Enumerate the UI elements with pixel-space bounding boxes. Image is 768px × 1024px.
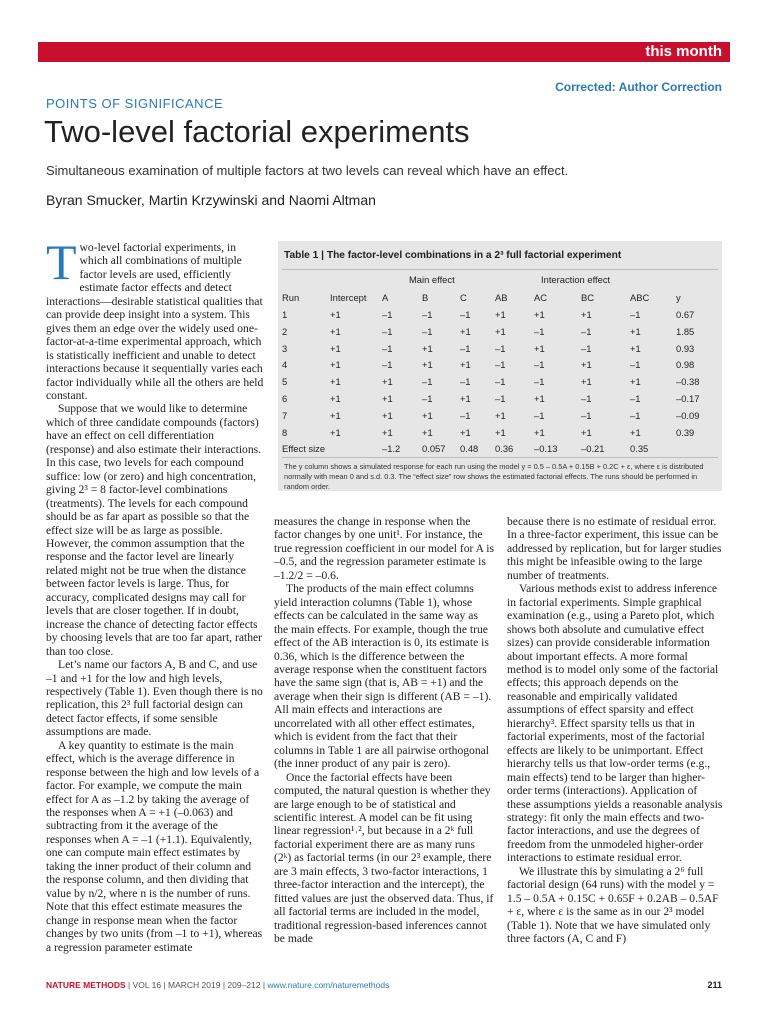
paragraph: Let’s name our factors A, B and C, and use –1 and +1 for the low and high levels, respectively (Table 1). Even though there is no replication, this 2³ full factorial design can detect factor effects, if some sensible assumptions are made. [46,658,263,739]
table-row [278,376,722,392]
table-cell: –1 [534,359,545,371]
table-cell: –1 [382,342,393,354]
table-cell: –1 [495,376,506,388]
table-cell: 7 [282,409,288,421]
correction-link[interactable]: Corrected: Author Correction [555,80,722,94]
paragraph: Suppose that we would like to determine which of three candidate compounds (factors) have an effect on cell differentiation (response) and also estimate their interactions. In this case, two levels for each compound suffice: low (or zero) and high concentration, giving 2³ = 8 factor-level combinations (treatments). The levels for each compound should be as far apart as possible so that the effect size will be as large as possible. However, the common assumption that the response and the factor level are linearly related might not be true when the distance between factor levels is large. Thus, for accuracy, complicated designs may call for levels that are closer together. If in doubt, increase the chance of detecting factor effects by choosing levels that are too far apart, rather than too close. [46,402,263,658]
section-label: this month [645,43,722,60]
table-cell: +1 [630,376,641,388]
table-cell: +1 [460,426,471,438]
body-column-2 [274,515,494,946]
table-cell: +1 [534,309,545,320]
table-cell: –1 [422,376,433,388]
article-standfirst: Simultaneous examination of multiple factors at two levels can reveal which have an effect. [46,163,569,178]
table-cell: Effect size [282,443,326,455]
table-cell: –1 [630,393,641,404]
paragraph: A key quantity to estimate is the main effect, which is the average difference in response between the high and low levels of a factor. For example, we compute the main effect for A as –1.2 by taking the average of the responses when A = +1 (–0.063) and subtracting from it the average of the responses when A = –1 (+1.1). Equivalently, one can compute main effect estimates by taking the inner product of their column and the response column, and then dividing that value by n/2, where n is the number of runs. Note that this effect estimate measures the change in response mean when the factor changes by two units (from –1 to +1), whereas a regression parameter estimate [46,738,263,954]
table-cell: –1 [581,342,592,354]
table-cell: –1 [460,342,471,354]
table-cell: +1 [330,393,341,404]
table-cell: +1 [581,359,592,371]
column-header: BC [581,292,595,303]
table-cell: +1 [581,426,592,438]
table-cell: +1 [330,409,341,421]
table-cell: –1 [581,393,592,404]
table-label: Table 1 | [284,250,325,261]
table-cell: 6 [282,393,288,404]
table-row [278,410,722,426]
column-header: A [382,292,389,303]
table-cell: +1 [460,393,471,404]
table-cell: –0.38 [676,376,700,388]
table-cell: –1 [581,325,592,337]
paragraph: Various methods exist to address inference in factorial experiments. Simple graphical examination (e.g., using a Pareto plot, which shows both absolute and cumulative effect sizes) can provide considerable information about important effects. A more formal method is to model only some of the factorial effects; this approach depends on the reasonable and empirically validated assumptions of effect sparsity and effect hierarchy³. Effect sparsity tells us that in factorial experiments, most of the factorial effects are likely to be unimportant. Effect hierarchy tells us that low-order terms (e.g., main effects) tend to be larger than higher-order terms (interactions). Application of these assumptions yields a reasonable analysis strategy: fit only the main effects and two-factor interactions, and use the degrees of freedom from the unmodeled higher-order interactions to estimate residual error. [507,582,723,865]
table-1 [278,241,722,491]
table-cell: +1 [422,426,433,438]
paragraph: because there is no estimate of residual error. In a three-factor experiment, this issue can be addressed by replication, but for larger studies this might be infeasible owing to the large number of treatments. [507,515,722,582]
table-cell: 0.36 [495,443,514,455]
body-column-3 [507,515,723,946]
table-cell: –1 [422,325,433,337]
table-cell: +1 [581,376,592,388]
table-cell: 1 [282,309,288,320]
table-cell: 0.93 [676,342,695,354]
table-cell: –1 [460,309,471,320]
table-cell: –1 [581,409,592,421]
table-cell: +1 [630,325,641,337]
table-row [278,343,722,359]
table-cell: +1 [382,409,393,421]
table-cell: +1 [382,376,393,388]
table-cell: 0.48 [460,443,479,455]
table-cell: –1 [460,376,471,388]
table-cell: +1 [330,325,341,337]
column-header: ABC [630,292,650,303]
paragraph: Once the factorial effects have been computed, the natural question is whether they are large enough to be of statistical and scientific interest. A model can be fit using linear regression¹˒², but because in a 2ᵏ full factorial experiment there are as many runs (2ᵏ) as factorial terms (in our 2³ example, there are 3 main effects, 3 two-factor interactions, 1 three-factor interaction and the intercept), the fitted values are just the observed data. Thus, if all factorial terms are included in the model, traditional regression-based inferences cannot be made [274,770,494,946]
table-cell: 5 [282,376,288,388]
column-kicker: POINTS OF SIGNIFICANCE [46,96,224,111]
paragraph: The products of the main effect columns yield interaction columns (Table 1), whose effects can be calculated in the same way as the main effects. For example, though the true effect of the AB interaction is 0, its estimate is 0.36, which is the difference between the average response when the constituent factors have the same sign (that is, AB = +1) and the average when their sign is different (AB = –1). All main effects and interactions are uncorrelated with all other effect estimates, which is evident from the fact that their columns in Table 1 are all pairwise orthogonal (the inner product of any pair is zero). [274,582,492,771]
table-cell: –1 [534,409,545,421]
table-cell: +1 [330,426,341,438]
table-header-row [278,292,722,308]
table-cell: 4 [282,359,288,371]
table-note: The y column shows a simulated response for each run using the model y = 0.5 – 0.5A + 0.15B + 0.2C + ε, where ε is distributed normally with mean 0 and s.d. 0.3. The “effect size” row shows the estimated factorial effects. The runs should be performed in random order. [284,462,704,491]
table-row [278,326,722,342]
table-cell: –1 [495,342,506,354]
table-cell: –1 [534,376,545,388]
table-cell: –1 [382,309,393,320]
table-cell: +1 [460,325,471,337]
drop-cap: T [46,234,77,290]
table-cell: –1 [495,359,506,371]
table-cell: +1 [495,325,506,337]
table-row [278,427,722,443]
article-authors: Byran Smucker, Martin Krzywinski and Naomi Altman [46,192,376,208]
table-cell: –1 [460,409,471,421]
table-cell: –1 [382,325,393,337]
table-cell: –1 [630,409,641,421]
table-rule [282,457,718,458]
group-header-main: Main effect [409,274,455,285]
page-footer [46,980,389,990]
table-cell: –0.13 [534,443,558,455]
table-cell: +1 [495,309,506,320]
table-cell: –1.2 [382,443,401,455]
table-cell: –0.09 [676,409,700,421]
table-cell: 0.67 [676,309,695,320]
table-cell: +1 [422,359,433,371]
table-cell: –1 [630,359,641,371]
table-cell: +1 [534,342,545,354]
table-cell: +1 [382,393,393,404]
table-cell: +1 [330,342,341,354]
table-cell: –0.21 [581,443,605,455]
table-caption [284,250,621,261]
body-column-1 [46,234,264,954]
journal-name: NATURE METHODS [46,980,126,990]
table-cell: 0.98 [676,359,695,371]
table-cell: –1 [382,359,393,371]
table-cell: 8 [282,426,288,438]
table-row [278,393,722,409]
column-header: Intercept [330,292,367,303]
table-cell: +1 [382,426,393,438]
journal-url-link[interactable]: www.nature.com/naturemethods [267,980,390,990]
table-title: The factor-level combinations in a 2³ full factorial experiment [324,250,622,261]
table-cell: +1 [422,342,433,354]
table-cell: 2 [282,325,288,337]
column-header: AB [495,292,508,303]
paragraph: wo-level factorial experiments, in which all combinations of multiple factor levels are used, efficiently estimate factor effects and detect interactions—desirable statistical qualities that can provide deep insight into a system. This gives them an edge over the widely used one-factor-at-a-time experimental approach, which is statistically inefficient and unable to detect interactions because it sequentially varies each factor individually while all the others are held constant. [46,241,264,402]
table-cell: +1 [534,426,545,438]
column-header: Run [282,292,300,303]
paragraph: measures the change in response when the factor changes by one unit¹. For instance, the true regression coefficient in our model for A is –0.5, and the regression parameter estimate is –1.2/2 = –0.6. [274,515,495,582]
table-rule [282,269,718,270]
table-row [278,309,722,325]
column-header: y [676,292,681,303]
group-header-interaction: Interaction effect [541,274,611,285]
table-cell: +1 [581,309,592,320]
table-cell: +1 [495,409,506,421]
table-cell: +1 [495,426,506,438]
table-cell: +1 [630,426,641,438]
table-cell: –1 [534,325,545,337]
table-cell: –1 [630,309,641,320]
table-cell: +1 [460,359,471,371]
page-number: 211 [707,980,722,990]
table-cell: –0.17 [676,393,700,404]
table-cell: +1 [422,409,433,421]
table-row [278,359,722,375]
table-cell: 0.35 [630,443,649,455]
table-cell: +1 [330,376,341,388]
table-cell: 3 [282,342,288,354]
table-cell: +1 [330,309,341,320]
paragraph: We illustrate this by simulating a 2⁶ full factorial design (64 runs) with the model y = 1.5 – 0.5A + 0.15C + 0.65F + 0.2AB – 0.5AF + ε, where ε is the same as in our 2³ model (Table 1). Note that we have simulated only three factors (A, C and F) [507,864,719,946]
table-cell: +1 [330,359,341,371]
table-cell: –1 [422,393,433,404]
table-cell: 0.39 [676,426,695,438]
table-cell: 1.85 [676,325,695,337]
table-cell: –1 [495,393,506,404]
table-cell: +1 [630,342,641,354]
column-header: C [460,292,467,303]
article-title: Two-level factorial experiments [44,114,470,149]
column-header: B [422,292,429,303]
section-banner [38,42,730,62]
table-cell: –1 [422,309,433,320]
table-cell: +1 [534,393,545,404]
issue-info: | VOL 16 | MARCH 2019 | 209–212 | [125,980,268,990]
table-cell: 0.057 [422,443,446,455]
column-header: AC [534,292,548,303]
